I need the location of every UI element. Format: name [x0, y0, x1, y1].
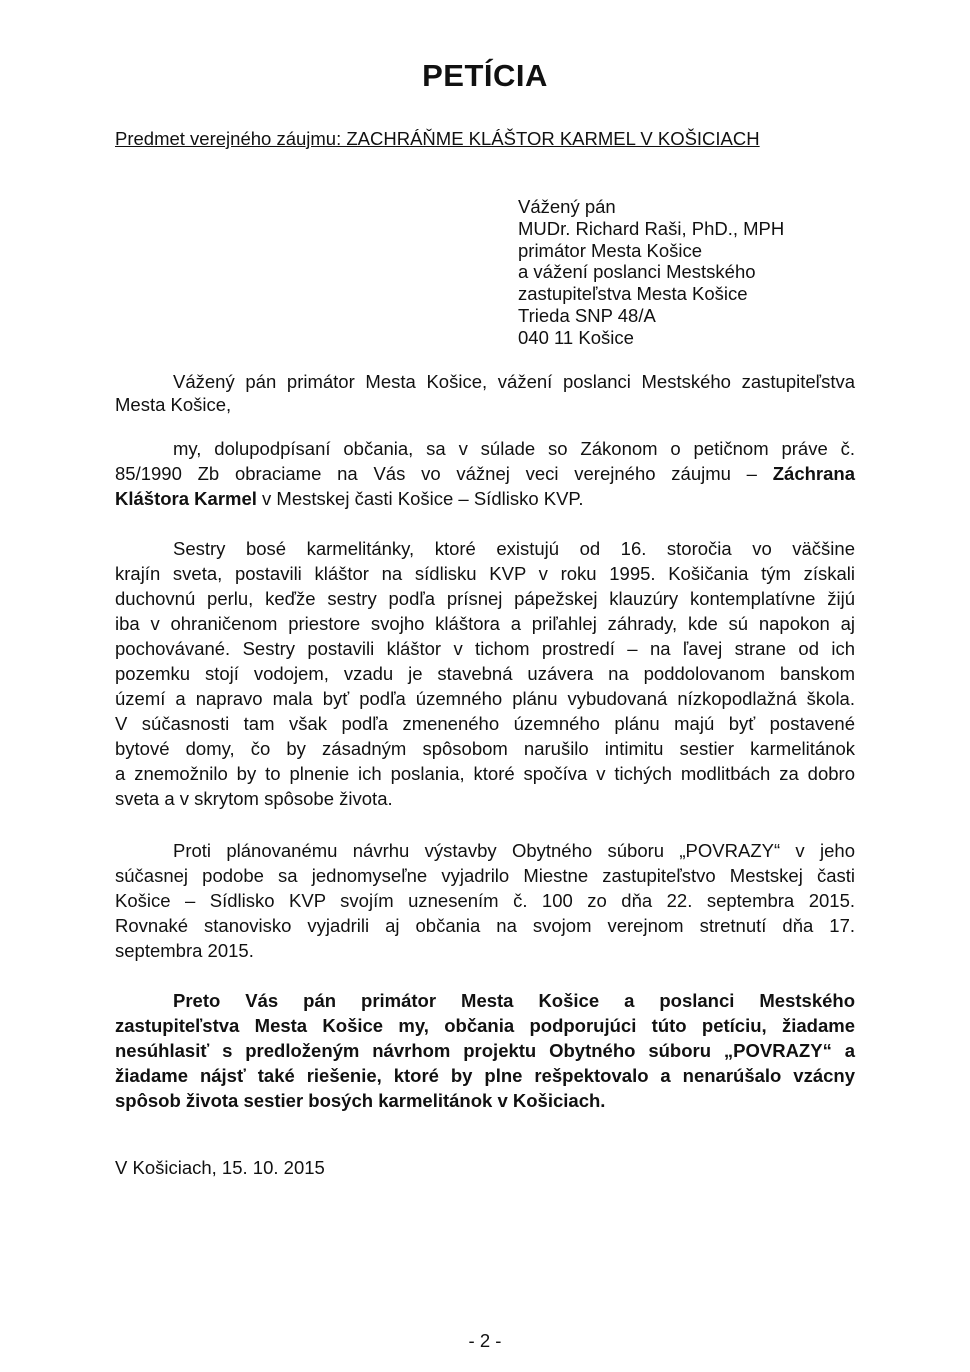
opposition-paragraph	[115, 838, 855, 963]
line-text: v Mestskej časti Košice – Sídlisko KVP.	[262, 488, 584, 509]
bold-text: Záchrana	[772, 463, 855, 484]
address-line: Vážený pán	[518, 196, 616, 217]
address-line: a vážení poslanci Mestského	[518, 261, 756, 283]
address-line: Trieda SNP 48/A	[518, 304, 656, 326]
paragraph-line: sveta a v skrytom spôsobe života.	[115, 788, 393, 809]
paragraph-line: zastupiteľstva Mesta Košice my, občania podporujúci túto petíciu, žiadame	[115, 1015, 855, 1036]
place-date: V Košiciach, 15. 10. 2015	[115, 1157, 325, 1178]
paragraph-line: Mesta Košice,	[115, 394, 232, 415]
paragraph-line: pochovávané. Sestry postavili kláštor v tichom prostredí – na ľavej strane od ich	[115, 638, 855, 659]
paragraph-line: bytové domy, čo by zásadným spôsobom narušilo intimitu sestier karmelitánok	[115, 738, 855, 759]
recipient-address	[518, 196, 784, 349]
paragraph-line: iba v ohraničenom priestore svojho kláštora a priľahlej záhrady, kde sú napokon aj	[115, 613, 855, 634]
request-paragraph	[115, 988, 855, 1113]
paragraph-line: žiadame nájsť také riešenie, ktoré by plne rešpektovalo a nenarúšalo vzácny	[115, 1065, 855, 1086]
history-paragraph	[115, 536, 855, 811]
paragraph-line	[115, 461, 855, 486]
paragraph-line: nesúhlasiť s predloženým návrhom projektu Obytného súboru „POVRAZY“ a	[115, 1040, 855, 1061]
address-line: MUDr. Richard Raši, PhD., MPH	[518, 217, 785, 239]
paragraph-line: septembra 2015.	[115, 940, 254, 961]
paragraph-line: Vážený pán primátor Mesta Košice, vážení poslanci Mestského zastupiteľstva	[173, 371, 855, 392]
line-text: 85/1990 Zb obraciame na Vás vo vážnej veci verejného záujmu –	[115, 463, 757, 484]
address-line: 040 11 Košice	[518, 326, 634, 348]
paragraph-line: území a napravo mala byť podľa územného plánu vybudovaná nízkopodlažná škola.	[115, 688, 855, 709]
address-line: zastupiteľstva Mesta Košice	[518, 283, 748, 305]
paragraph-line: my, dolupodpísaní občania, sa v súlade so Zákonom o petičnom práve č.	[173, 438, 855, 459]
paragraph-line: duchovnú perlu, keďže sestry podľa prísnej pápežskej klauzúry kontemplatívne žijú	[115, 588, 855, 609]
paragraph-line: V súčasnosti tam však podľa zmeneného územného plánu majú byť postavené	[115, 713, 855, 734]
salutation-paragraph	[115, 370, 855, 416]
paragraph-line: Rovnaké stanovisko vyjadrili aj občania na svojom verejnom stretnutí dňa 17.	[115, 915, 855, 936]
document-title: PETÍCIA	[422, 58, 548, 93]
bold-text: Kláštora Karmel	[115, 488, 257, 509]
paragraph-line: Košice – Sídlisko KVP svojím uznesením č. 100 zo dňa 22. septembra 2015.	[115, 890, 855, 911]
subject-line: Predmet verejného záujmu: ZACHRÁŇME KLÁŠTOR KARMEL V KOŠICIACH	[115, 128, 760, 149]
paragraph-line: pozemku stojí vodojem, vzadu je stavebná uzávera na poddolovanom banskom	[115, 663, 855, 684]
paragraph-line: krajín sveta, postavili kláštor na sídlisku KVP v roku 1995. Košičania tým získali	[115, 563, 855, 584]
page-number: - 2 -	[468, 1330, 502, 1351]
paragraph-line: a znemožnilo by to plnenie ich poslania, ktoré spočíva v tichých modlitbách za dobro	[115, 763, 855, 784]
paragraph-line: súčasnej podobe sa jednomyseľne vyjadrilo Miestne zastupiteľstvo Mestskej časti	[115, 865, 855, 886]
paragraph-line	[115, 486, 855, 511]
paragraph-line: spôsob života sestier bosých karmelitánok v Košiciach.	[115, 1090, 606, 1111]
address-line: primátor Mesta Košice	[518, 239, 703, 261]
paragraph-line: Proti plánovanému návrhu výstavby Obytného súboru „POVRAZY“ v jeho	[173, 840, 855, 861]
intro-paragraph	[115, 436, 855, 511]
paragraph-line: Preto Vás pán primátor Mesta Košice a poslanci Mestského	[173, 990, 855, 1011]
paragraph-line: Sestry bosé karmelitánky, ktoré existujú od 16. storočia vo väčšine	[173, 538, 855, 559]
